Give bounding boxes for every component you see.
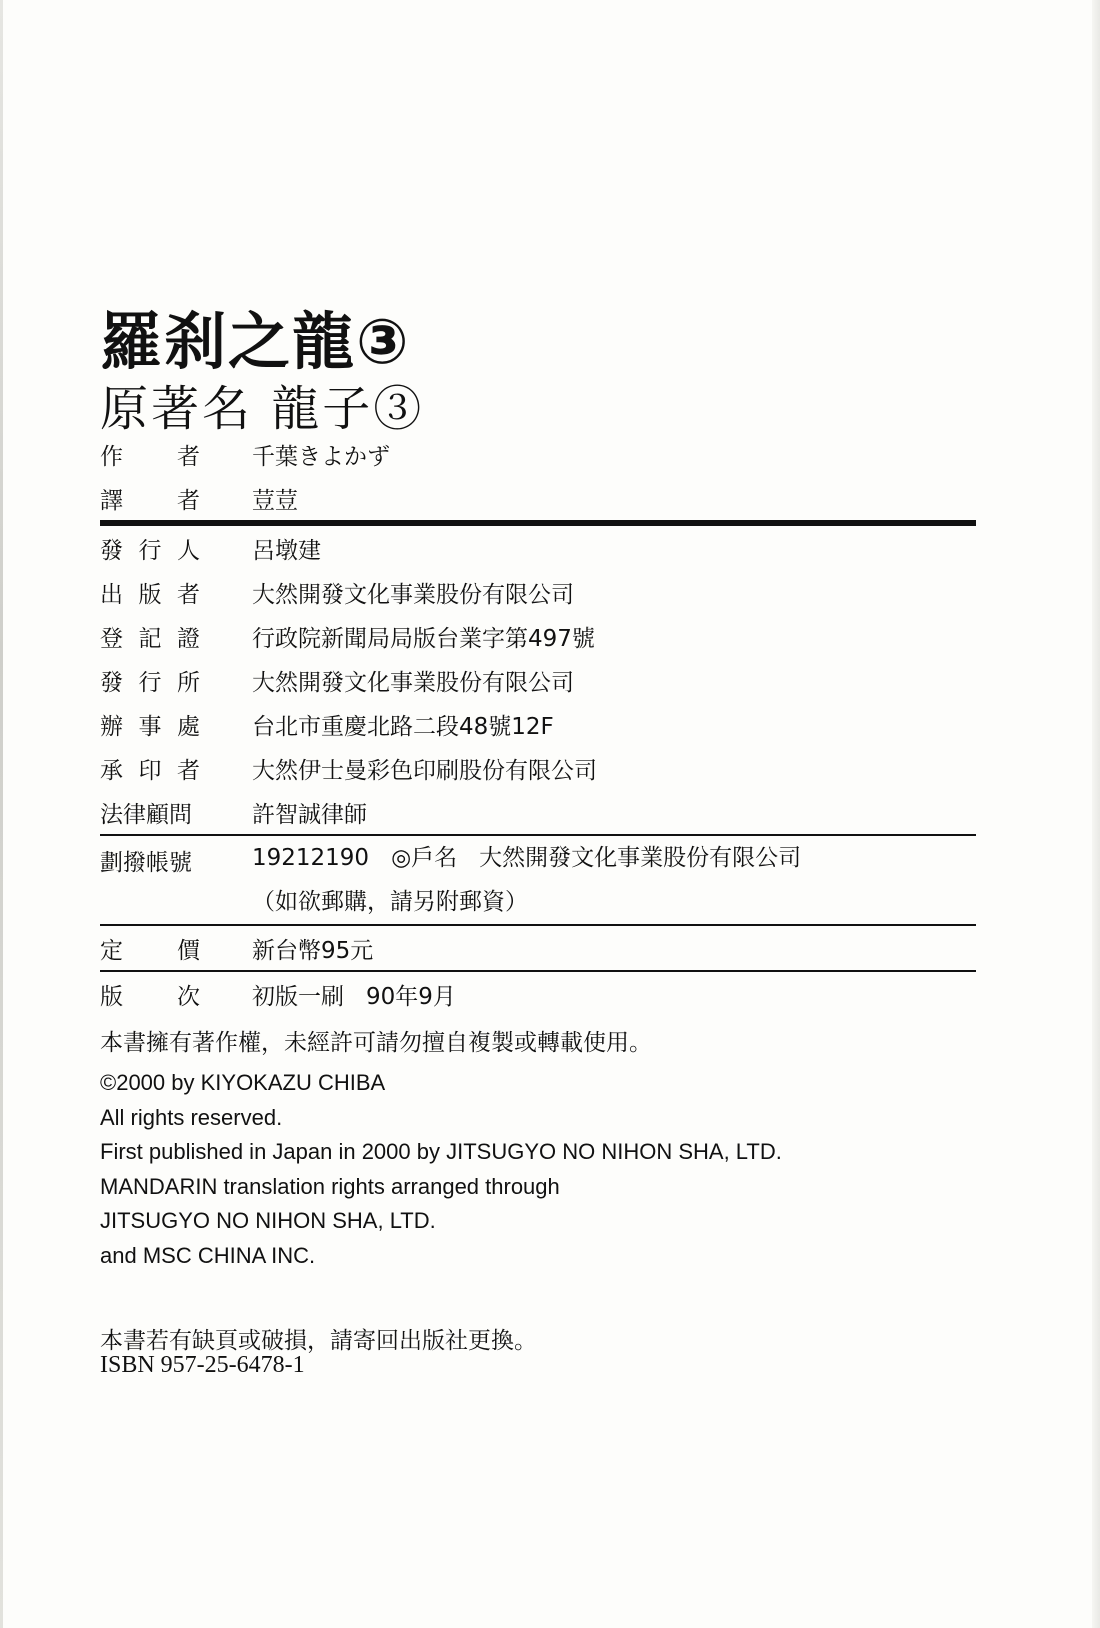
colophon-row-postal — [100, 836, 976, 924]
scan-edge-left — [0, 0, 3, 1628]
book-title: 羅刹之龍③ — [100, 305, 411, 378]
edition-value: 初版一刷 90年9月 — [252, 983, 456, 1010]
row-label: 發 行 所 — [100, 669, 200, 696]
row-label: 譯 者 — [100, 487, 200, 514]
isbn: ISBN 957-25-6478-1 — [100, 1352, 305, 1378]
row-label: 辦 事 處 — [100, 713, 200, 740]
row-label: 版 次 — [100, 983, 200, 1010]
row-label: 發 行 人 — [100, 537, 200, 564]
rights-statement: ©2000 by KIYOKAZU CHIBA All rights reserved. First published in Japan in 2000 by JITSUGYO NO NIHON SHA, LTD. MANDARIN translation rights arranged through JITSUGYO NO NIHON SHA, LTD. and MSC CHINA INC. — [100, 1070, 782, 1268]
colophon-row-legal — [100, 790, 976, 834]
postal-value — [252, 836, 801, 924]
row-label: 作 者 — [100, 443, 200, 470]
colophon-row-publisher — [100, 570, 976, 614]
colophon-row-office — [100, 702, 976, 746]
row-label: 劃撥帳號 — [100, 850, 192, 876]
colophon-table — [100, 432, 976, 1016]
postal-account: 19212190 — [252, 845, 370, 871]
legal-advisor-value: 許智誠律師 — [252, 801, 367, 828]
distributor-value: 大然開發文化事業股份有限公司 — [252, 669, 574, 696]
colophon-row-printer — [100, 746, 976, 790]
price-value: 新台幣95元 — [252, 937, 374, 964]
row-label: 法律顧問 — [100, 801, 192, 828]
colophon-row-distributor — [100, 658, 976, 702]
copyright-notice: 本書擁有著作權，未經許可請勿擅自複製或轉載使用。 — [100, 1030, 652, 1056]
publisher-value: 大然開發文化事業股份有限公司 — [252, 581, 574, 608]
printer-value: 大然伊士曼彩色印刷股份有限公司 — [252, 757, 597, 784]
issuer-value: 呂墩建 — [252, 537, 321, 564]
row-label: 承 印 者 — [100, 757, 200, 784]
row-label: 定 價 — [100, 937, 200, 964]
postal-account-name: 大然開發文化事業股份有限公司 — [479, 845, 802, 871]
scan-edge-right — [1092, 0, 1100, 1628]
row-label: 登 記 證 — [100, 625, 200, 652]
original-title: 原著名 龍子③ — [100, 381, 425, 437]
edition-date: 90年9月 — [366, 983, 456, 1010]
colophon-row-author — [100, 432, 976, 476]
colophon-row-edition — [100, 972, 976, 1016]
colophon-row-issuer — [100, 526, 976, 570]
author-value: 千葉きよかず — [252, 443, 390, 470]
postal-account-name-label: ◎戶名 — [391, 845, 458, 871]
replacement-notice: 本書若有缺頁或破損，請寄回出版社更換。 — [100, 1328, 537, 1354]
translator-value: 荳荳 — [252, 487, 298, 514]
postal-note: （如欲郵購，請另附郵資） — [252, 889, 528, 915]
colophon-row-translator — [100, 476, 976, 520]
office-address-value: 台北市重慶北路二段48號12F — [252, 713, 554, 740]
colophon-row-registration — [100, 614, 976, 658]
colophon-row-price — [100, 926, 976, 970]
registration-value: 行政院新聞局局版台業字第497號 — [252, 625, 595, 652]
row-label: 出 版 者 — [100, 581, 200, 608]
